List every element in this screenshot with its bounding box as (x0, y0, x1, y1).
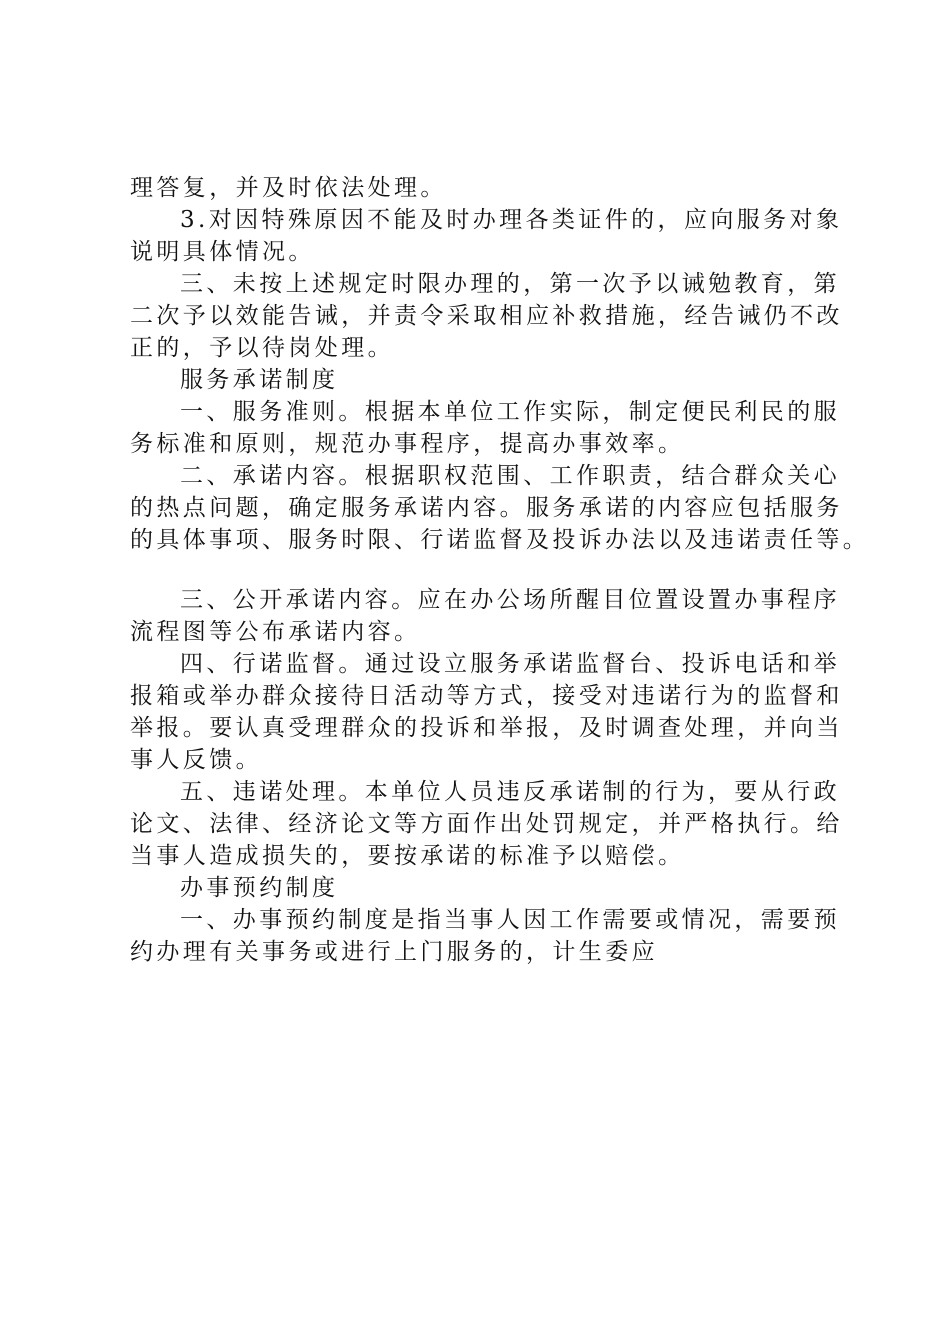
text-line: 一、办事预约制度是指当事人因工作需要或情况，需要预 (180, 907, 840, 933)
text-line: 说明具体情况。 (130, 239, 315, 265)
text-line: 3.对因特殊原因不能及时办理各类证件的，应向服务对象 (180, 207, 843, 233)
text-line: 四、行诺监督。通过设立服务承诺监督台、投诉电话和举 (180, 651, 840, 677)
text-line: 理答复，并及时依法处理。 (130, 175, 447, 201)
text-line: 二次予以效能告诫，并责令采取相应补救措施，经告诫仍不改 (130, 303, 843, 329)
text-line: 三、未按上述规定时限办理的，第一次予以诫勉教育，第 (180, 271, 840, 297)
text-line: 当事人造成损失的，要按承诺的标准予以赔偿。 (130, 843, 685, 869)
text-line: 五、违诺处理。本单位人员违反承诺制的行为，要从行政 (180, 779, 840, 805)
section-heading: 办事预约制度 (180, 875, 339, 901)
text-line: 流程图等公布承诺内容。 (130, 619, 421, 645)
text-line: 务标准和原则，规范办事程序，提高办事效率。 (130, 431, 685, 457)
text-line: 报箱或举办群众接待日活动等方式，接受对违诺行为的监督和 (130, 683, 843, 709)
text-line: 一、服务准则。根据本单位工作实际，制定便民利民的服 (180, 399, 840, 425)
text-line: 论文、法律、经济论文等方面作出处罚规定，并严格执行。给 (130, 811, 843, 837)
section-heading: 服务承诺制度 (180, 367, 339, 393)
text-line: 的具体事项、服务时限、行诺监督及投诉办法以及违诺责任等。 (130, 527, 870, 553)
text-line: 的热点问题，确定服务承诺内容。服务承诺的内容应包括服务 (130, 495, 843, 521)
text-line: 举报。要认真受理群众的投诉和举报，及时调查处理，并向当 (130, 715, 843, 741)
paragraph-gap (130, 556, 850, 584)
text-line: 三、公开承诺内容。应在办公场所醒目位置设置办事程序 (180, 587, 840, 613)
text-line: 约办理有关事务或进行上门服务的，计生委应 (130, 939, 658, 965)
document-body (130, 172, 870, 968)
text-line: 正的，予以待岗处理。 (130, 335, 394, 361)
text-line: 事人反馈。 (130, 747, 262, 773)
text-line: 二、承诺内容。根据职权范围、工作职责，结合群众关心 (180, 463, 840, 489)
